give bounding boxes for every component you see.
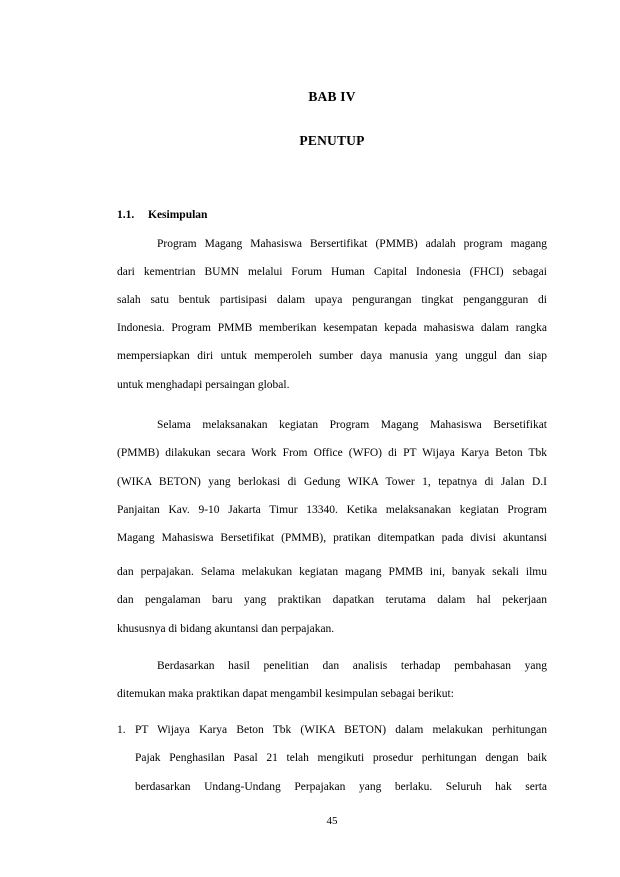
section-number: 1.1. (117, 209, 135, 221)
paragraph-3-line-1: Berdasarkan hasil penelitian dan analisis terhadap pembahasan yang (157, 660, 547, 672)
list-item-1-number: 1. (117, 724, 126, 736)
paragraph-1-line-3: salah satu bentuk partisipasi dalam upaya pengurangan tingkat pengangguran di (117, 294, 547, 306)
chapter-title: PENUTUP (299, 133, 365, 148)
section-title: Kesimpulan (148, 209, 208, 221)
paragraph-2-line-7: dan pengalaman baru yang praktikan dapatkan terutama dalam hal pekerjaan (117, 594, 547, 606)
chapter-number: BAB IV (308, 89, 356, 104)
paragraph-1-line-1: Program Magang Mahasiswa Bersertifikat (PMMB) adalah program magang (157, 238, 547, 250)
paragraph-2-line-6: dan perpajakan. Selama melakukan kegiatan magang PMMB ini, banyak sekali ilmu (117, 566, 547, 578)
list-item-1-line-1: PT Wijaya Karya Beton Tbk (WIKA BETON) dalam melakukan perhitungan (135, 724, 547, 736)
paragraph-1-line-2: dari kementrian BUMN melalui Forum Human Capital Indonesia (FHCI) sebagai (117, 266, 547, 278)
paragraph-1-line-5: mempersiapkan diri untuk memperoleh sumber daya manusia yang unggul dan siap (117, 350, 547, 362)
page-number: 45 (326, 815, 338, 827)
list-item-1-line-2: Pajak Penghasilan Pasal 21 telah mengikuti prosedur perhitungan dengan baik (135, 752, 547, 764)
section-heading (117, 209, 207, 221)
paragraph-1-line-4: Indonesia. Program PMMB memberikan kesempatan kepada mahasiswa dalam rangka (117, 322, 547, 334)
paragraph-2-line-1: Selama melaksanakan kegiatan Program Magang Mahasiswa Bersetifikat (157, 419, 547, 431)
paragraph-1-line-6: untuk menghadapi persaingan global. (117, 379, 290, 391)
paragraph-2-line-4: Panjaitan Kav. 9-10 Jakarta Timur 13340. Ketika melaksanakan kegiatan Program (117, 504, 547, 516)
paragraph-2-line-3: (WIKA BETON) yang berlokasi di Gedung WIKA Tower 1, tepatnya di Jalan D.I (117, 476, 547, 488)
list-item-1-line-3: berdasarkan Undang-Undang Perpajakan yang berlaku. Seluruh hak serta (135, 781, 547, 793)
paragraph-3-line-2: ditemukan maka praktikan dapat mengambil kesimpulan sebagai berikut: (117, 688, 454, 700)
paragraph-2-line-8: khususnya di bidang akuntansi dan perpajakan. (117, 623, 335, 635)
paragraph-2-line-2: (PMMB) dilakukan secara Work From Office (WFO) di PT Wijaya Karya Beton Tbk (117, 447, 547, 459)
paragraph-2-line-5: Magang Mahasiswa Bersetifikat (PMMB), pratikan ditempatkan pada divisi akuntansi (117, 532, 547, 544)
